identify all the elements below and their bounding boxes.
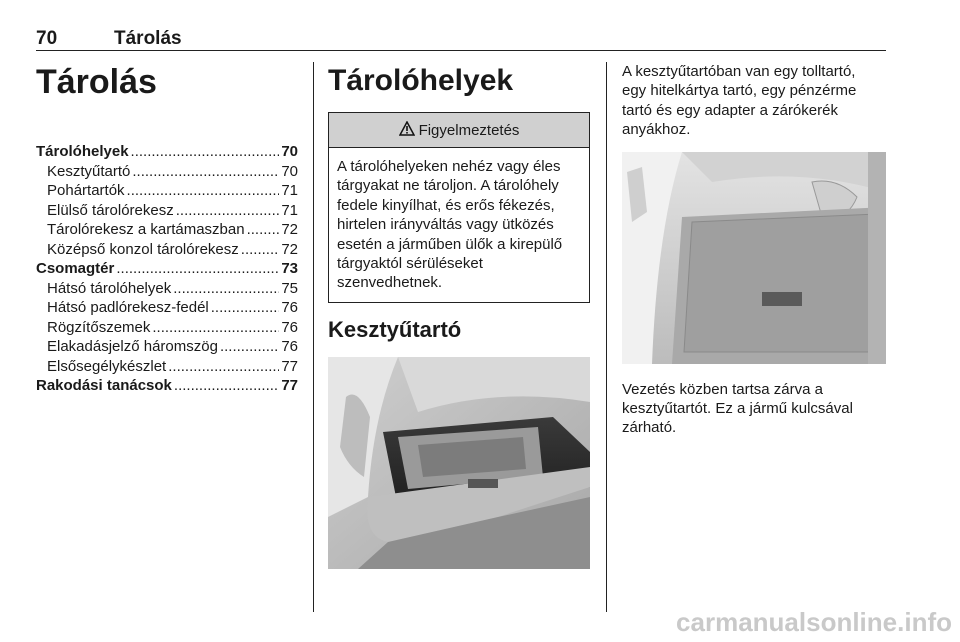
- toc-row[interactable]: [36, 337, 298, 357]
- toc-column: [36, 62, 298, 396]
- toc-entry-label: Tárolórekesz a kartámaszban: [47, 221, 245, 238]
- toc-entry-page: 72: [281, 240, 298, 258]
- watermark: carmanualsonline.info: [676, 607, 952, 637]
- text-line: szenvedhetnek.: [337, 274, 443, 292]
- toc-leader-dots: [131, 142, 280, 162]
- toc-entry-label: Középső konzol tárolórekesz: [47, 240, 239, 258]
- toc-row[interactable]: [36, 279, 298, 299]
- toc-entry-label: Elülső tárolórekesz: [47, 201, 174, 219]
- toc-entry-page: 70: [281, 162, 298, 180]
- toc-entry-label: Rakodási tanácsok: [36, 377, 172, 394]
- toc-entry-page: 73: [281, 260, 298, 277]
- toc-leader-dots: [127, 181, 280, 201]
- table-of-contents: [36, 142, 298, 396]
- column-divider-1: [313, 62, 314, 612]
- toc-entry-page: 76: [281, 299, 298, 316]
- toc-entry-page: 77: [281, 357, 298, 375]
- text-line: tárgyaktól sérüléseket: [337, 255, 483, 273]
- toc-entry-label: Hátsó tárolóhelyek: [47, 279, 172, 297]
- toc-entry-page: 72: [281, 221, 298, 238]
- toc-leader-dots: [132, 162, 279, 182]
- glovebox-lock-paragraph: [622, 380, 886, 438]
- toc-entry-label: Hátsó padlórekesz-fedél: [47, 299, 209, 316]
- toc-row[interactable]: [36, 142, 298, 162]
- toc-leader-dots: [176, 201, 280, 221]
- toc-row[interactable]: [36, 298, 298, 318]
- toc-entry-label: Csomagtér: [36, 260, 115, 277]
- chapter-title: Tárolás: [36, 63, 157, 101]
- toc-entry-page: 70: [281, 143, 298, 160]
- toc-entry-page: 76: [281, 338, 298, 355]
- toc-leader-dots: [220, 337, 279, 357]
- text-line: anyákhoz.: [622, 121, 691, 139]
- toc-leader-dots: [116, 259, 279, 279]
- toc-row[interactable]: [36, 201, 298, 221]
- toc-entry-label: Rögzítőszemek: [47, 318, 151, 336]
- toc-row[interactable]: [36, 376, 298, 396]
- toc-entry-page: 76: [281, 318, 298, 336]
- toc-entry-label: Elsősegélykészlet: [47, 357, 167, 375]
- subsection-title: Kesztyűtartó: [328, 316, 462, 342]
- toc-leader-dots: [174, 376, 279, 396]
- toc-leader-dots: [168, 357, 279, 377]
- warning-text: [329, 148, 589, 302]
- toc-leader-dots: [247, 220, 280, 240]
- warning-heading: Figyelmeztetés: [418, 121, 520, 139]
- text-line: A kesztyűtartóban van egy tolltartó,: [622, 63, 856, 80]
- text-line: egy hitelkártya tartó, egy pénzérme: [622, 82, 857, 100]
- warning-triangle-icon: [399, 121, 415, 140]
- glovebox-contents-paragraph: [622, 62, 886, 140]
- column-divider-2: [606, 62, 607, 612]
- page-header: [36, 28, 886, 51]
- text-line: tartó és egy adapter a zárókerék: [622, 101, 838, 119]
- toc-entry-label: Kesztyűtartó: [47, 162, 131, 180]
- toc-entry-page: 77: [281, 377, 298, 394]
- toc-entry-label: Tárolóhelyek: [36, 143, 129, 160]
- toc-row[interactable]: [36, 240, 298, 260]
- toc-leader-dots: [173, 279, 279, 299]
- text-line: zárható.: [622, 419, 677, 437]
- text-line: hirtelen irányváltás vagy ütközés: [337, 216, 554, 234]
- text-line: esetén a járműben ülők a kirepülő: [337, 235, 563, 253]
- toc-row[interactable]: [36, 220, 298, 240]
- text-line: Vezetés közben tartsa zárva a: [622, 380, 823, 398]
- toc-leader-dots: [152, 318, 279, 338]
- glovebox-open-photo: [328, 357, 590, 569]
- toc-row[interactable]: [36, 162, 298, 182]
- section-title: Tárolóhelyek: [328, 64, 514, 97]
- toc-row[interactable]: [36, 318, 298, 338]
- toc-entry-page: 71: [281, 201, 298, 219]
- text-line: A tárolóhelyeken nehéz vagy éles: [337, 158, 561, 175]
- running-title: Tárolás: [114, 28, 182, 49]
- page-number: 70: [36, 28, 58, 49]
- toc-row[interactable]: [36, 357, 298, 377]
- toc-entry-label: Elakadásjelző háromszög: [47, 338, 218, 355]
- text-column: [622, 62, 886, 438]
- section-column: [328, 62, 590, 569]
- toc-row[interactable]: [36, 181, 298, 201]
- warning-box: [328, 112, 590, 303]
- toc-row[interactable]: [36, 259, 298, 279]
- toc-leader-dots: [211, 298, 280, 318]
- text-line: kesztyűtartót. Ez a jármű kulcsával: [622, 400, 853, 418]
- toc-entry-page: 75: [281, 279, 298, 297]
- glovebox-closed-photo: [622, 152, 886, 364]
- toc-leader-dots: [241, 240, 280, 260]
- toc-entry-label: Pohártartók: [47, 182, 125, 199]
- warning-header: [329, 113, 589, 148]
- toc-entry-page: 71: [281, 182, 298, 199]
- text-line: fedele kinyílhat, és erős fékezés,: [337, 196, 555, 214]
- text-line: tárgyakat ne tároljon. A tárolóhely: [337, 177, 559, 195]
